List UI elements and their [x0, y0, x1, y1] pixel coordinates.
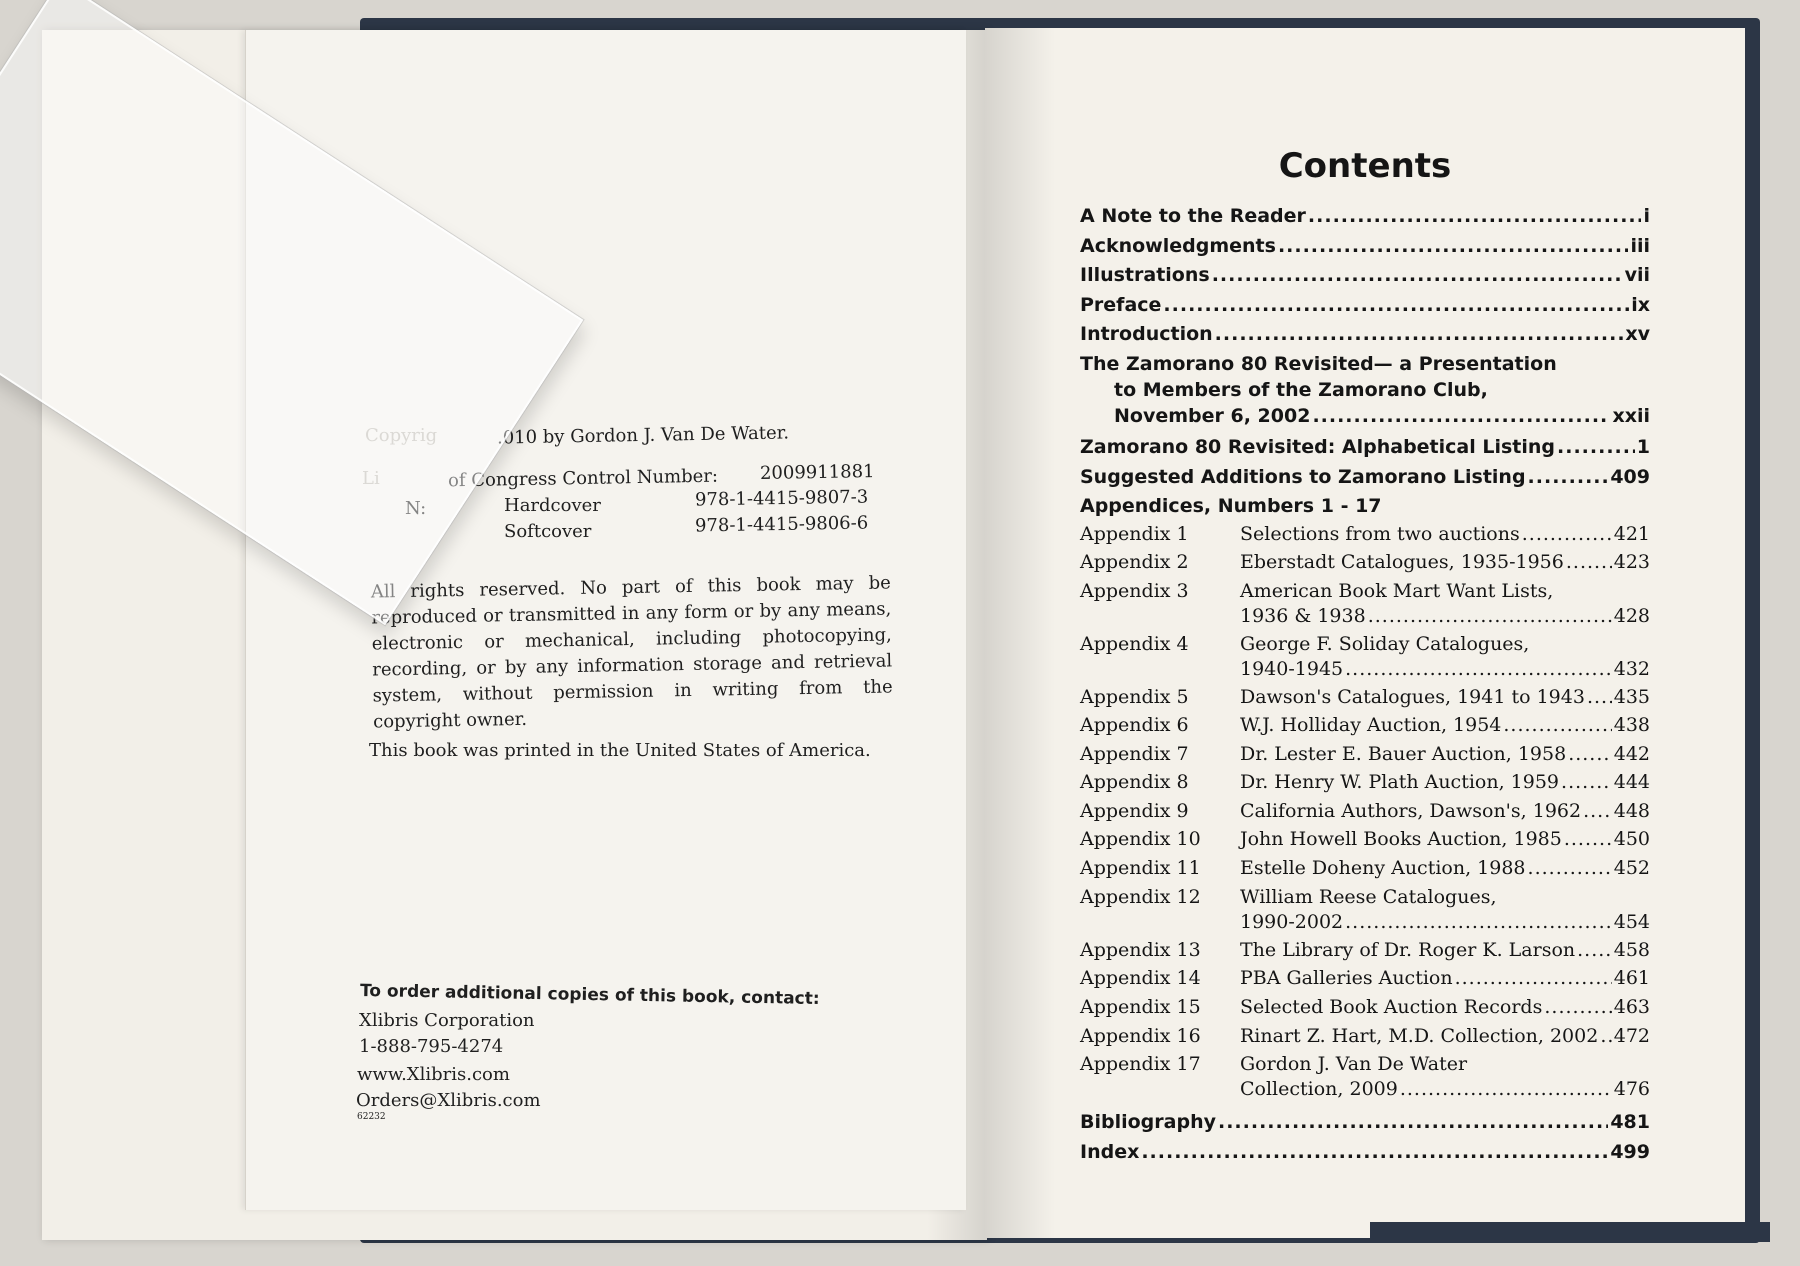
- toc-entry-line: to Members of the Zamorano Club,: [1114, 379, 1488, 401]
- appendix-title: Gordon J. Van De Water: [1240, 1053, 1468, 1075]
- toc-entry: Illustrations ..... vii: [1080, 264, 1650, 286]
- appendices-heading: Appendices, Numbers 1 - 17: [1080, 495, 1382, 517]
- isbn-softcover: 978-1-4415-9806-6: [694, 512, 869, 537]
- appendix-page: 458: [1613, 939, 1650, 961]
- appendix-title: Dawson's Catalogues, 1941 to 1943: [1240, 686, 1585, 708]
- appendix-label: Appendix 14: [1080, 967, 1201, 989]
- appendix-label: Appendix 4: [1080, 633, 1189, 655]
- appendix-page: 448: [1613, 800, 1650, 822]
- appendix-title: Dr. Henry W. Plath Auction, 1959: [1240, 771, 1560, 793]
- appendix-entry: [1080, 1025, 1650, 1047]
- toc-entry: Introduction ..... xv: [1080, 323, 1650, 345]
- appendix-label: Appendix 9: [1080, 800, 1189, 822]
- appendix-title: PBA Galleries Auction: [1240, 967, 1453, 989]
- appendix-title: Eberstadt Catalogues, 1935-1956: [1240, 551, 1564, 573]
- appendix-title: Selected Book Auction Records: [1240, 996, 1543, 1018]
- isbn-hardcover: 978-1-4415-9807-3: [694, 486, 869, 511]
- appendix-title-cont: Collection, 2009: [1240, 1078, 1398, 1100]
- appendix-page: 450: [1613, 828, 1650, 850]
- appendix-page: 472: [1613, 1025, 1650, 1047]
- appendix-label: Appendix 5: [1080, 686, 1189, 708]
- appendix-page: 454: [1613, 911, 1650, 933]
- appendix-entry: [1080, 939, 1650, 961]
- appendix-entry: [1080, 523, 1650, 545]
- appendix-page: 432: [1613, 658, 1650, 680]
- appendix-label: Appendix 11: [1080, 857, 1201, 879]
- print-code: 62232: [357, 1112, 386, 1122]
- toc-entry: A Note to the Reader ..... i: [1080, 205, 1650, 227]
- appendix-label: Appendix 17: [1080, 1053, 1201, 1075]
- appendix-entry: [1080, 551, 1650, 573]
- appendix-entry-continued: [1240, 911, 1650, 933]
- appendix-label: Appendix 12: [1080, 886, 1201, 908]
- appendix-title: George F. Soliday Catalogues,: [1240, 633, 1530, 655]
- lccn-value: 2009911881: [759, 461, 875, 484]
- rights-paragraph: All rights reserved. No part of this book may be reproduced or transmitted in any form or by any means, electronic or mechanical, including photocopying, recording, or by any information storage and retrieval system, without permission in writing from the copyright owner.: [370, 572, 893, 733]
- appendix-label: Appendix 10: [1080, 828, 1201, 850]
- appendix-entry: [1080, 743, 1650, 765]
- appendix-entry: [1080, 800, 1650, 822]
- appendix-label: Appendix 6: [1080, 714, 1189, 736]
- printed-line: This book was printed in the United States of America.: [369, 740, 871, 761]
- appendix-entry: [1080, 828, 1650, 850]
- toc-entry: November 6, 2002 ..... xxii: [1114, 405, 1650, 427]
- toc-entry: Bibliography ..... 481: [1080, 1111, 1650, 1133]
- order-website: www.Xlibris.com: [357, 1064, 510, 1085]
- order-heading: To order additional copies of this book, contact:: [359, 980, 820, 1010]
- appendix-title: American Book Mart Want Lists,: [1240, 580, 1554, 602]
- appendix-title-cont: 1940-1945: [1240, 658, 1344, 680]
- appendix-entry: [1080, 857, 1650, 879]
- appendix-page: 463: [1613, 996, 1650, 1018]
- appendix-page: 461: [1613, 967, 1650, 989]
- appendix-page: 452: [1613, 857, 1650, 879]
- toc-entry: Index ..... 499: [1080, 1141, 1650, 1163]
- appendix-label: Appendix 15: [1080, 996, 1201, 1018]
- copyright-ghost: Copyrig: [365, 425, 438, 446]
- cover-edge: [1370, 1222, 1770, 1242]
- appendix-title: The Library of Dr. Roger K. Larson: [1240, 939, 1576, 961]
- appendix-entry-continued: [1240, 1078, 1650, 1100]
- appendix-page: 423: [1613, 551, 1650, 573]
- isbn-ghost: N:: [405, 498, 427, 519]
- appendix-page: 438: [1613, 714, 1650, 736]
- toc-entry: Preface ..... ix: [1080, 294, 1650, 316]
- appendix-entry: [1080, 771, 1650, 793]
- appendix-page: 442: [1613, 743, 1650, 765]
- appendix-page: 476: [1613, 1078, 1650, 1100]
- contents-title: Contents: [1278, 146, 1452, 186]
- appendix-label: Appendix 7: [1080, 743, 1189, 765]
- order-phone: 1-888-795-4274: [359, 1036, 504, 1057]
- appendix-entry: [1080, 633, 1650, 655]
- appendix-title: California Authors, Dawson's, 1962: [1240, 800, 1582, 822]
- appendix-entry: [1080, 714, 1650, 736]
- copyright-line: .010 by Gordon J. Van De Water.: [496, 422, 790, 449]
- appendix-page: 435: [1613, 686, 1650, 708]
- appendix-title-cont: 1936 & 1938: [1240, 605, 1366, 627]
- order-line: Xlibris Corporation: [359, 1010, 535, 1031]
- appendix-label: Appendix 8: [1080, 771, 1189, 793]
- appendix-label: Appendix 16: [1080, 1025, 1201, 1047]
- appendix-title: W.J. Holliday Auction, 1954: [1240, 714, 1502, 736]
- order-email: Orders@Xlibris.com: [356, 1090, 541, 1111]
- appendix-label: Appendix 2: [1080, 551, 1189, 573]
- appendix-label: Appendix 1: [1080, 523, 1189, 545]
- appendix-entry-continued: [1240, 605, 1650, 627]
- appendix-title: Dr. Lester E. Bauer Auction, 1958: [1240, 743, 1567, 765]
- appendix-entry: [1080, 580, 1650, 602]
- appendix-title-cont: 1990-2002: [1240, 911, 1344, 933]
- lccn-label: of Congress Control Number:: [447, 465, 719, 492]
- appendix-title: Selections from two auctions: [1240, 523, 1520, 545]
- appendix-entry: [1080, 886, 1650, 908]
- appendix-title: John Howell Books Auction, 1985: [1240, 828, 1562, 850]
- appendix-title: Rinart Z. Hart, M.D. Collection, 2002: [1240, 1025, 1599, 1047]
- appendix-page: 428: [1613, 605, 1650, 627]
- lccn-ghost: Li: [362, 468, 380, 489]
- toc-entry: Zamorano 80 Revisited: Alphabetical Listing ..... 1: [1080, 436, 1650, 458]
- appendix-entry: [1080, 686, 1650, 708]
- appendix-entry: [1080, 1053, 1650, 1075]
- appendix-title: Estelle Doheny Auction, 1988: [1240, 857, 1526, 879]
- appendix-page: 421: [1613, 523, 1650, 545]
- appendix-page: 444: [1613, 771, 1650, 793]
- isbn-format-softcover: Softcover: [504, 521, 592, 542]
- toc-entry: Acknowledgments ..... iii: [1080, 235, 1650, 257]
- appendix-entry: [1080, 967, 1650, 989]
- isbn-format-hardcover: Hardcover: [504, 495, 601, 516]
- appendix-entry-continued: [1240, 658, 1650, 680]
- toc-entry-line: The Zamorano 80 Revisited— a Presentation: [1080, 353, 1557, 375]
- appendix-entry: [1080, 996, 1650, 1018]
- toc-entry: Suggested Additions to Zamorano Listing ..... 409: [1080, 466, 1650, 488]
- appendix-title: William Reese Catalogues,: [1240, 886, 1497, 908]
- appendix-label: Appendix 13: [1080, 939, 1201, 961]
- appendix-label: Appendix 3: [1080, 580, 1189, 602]
